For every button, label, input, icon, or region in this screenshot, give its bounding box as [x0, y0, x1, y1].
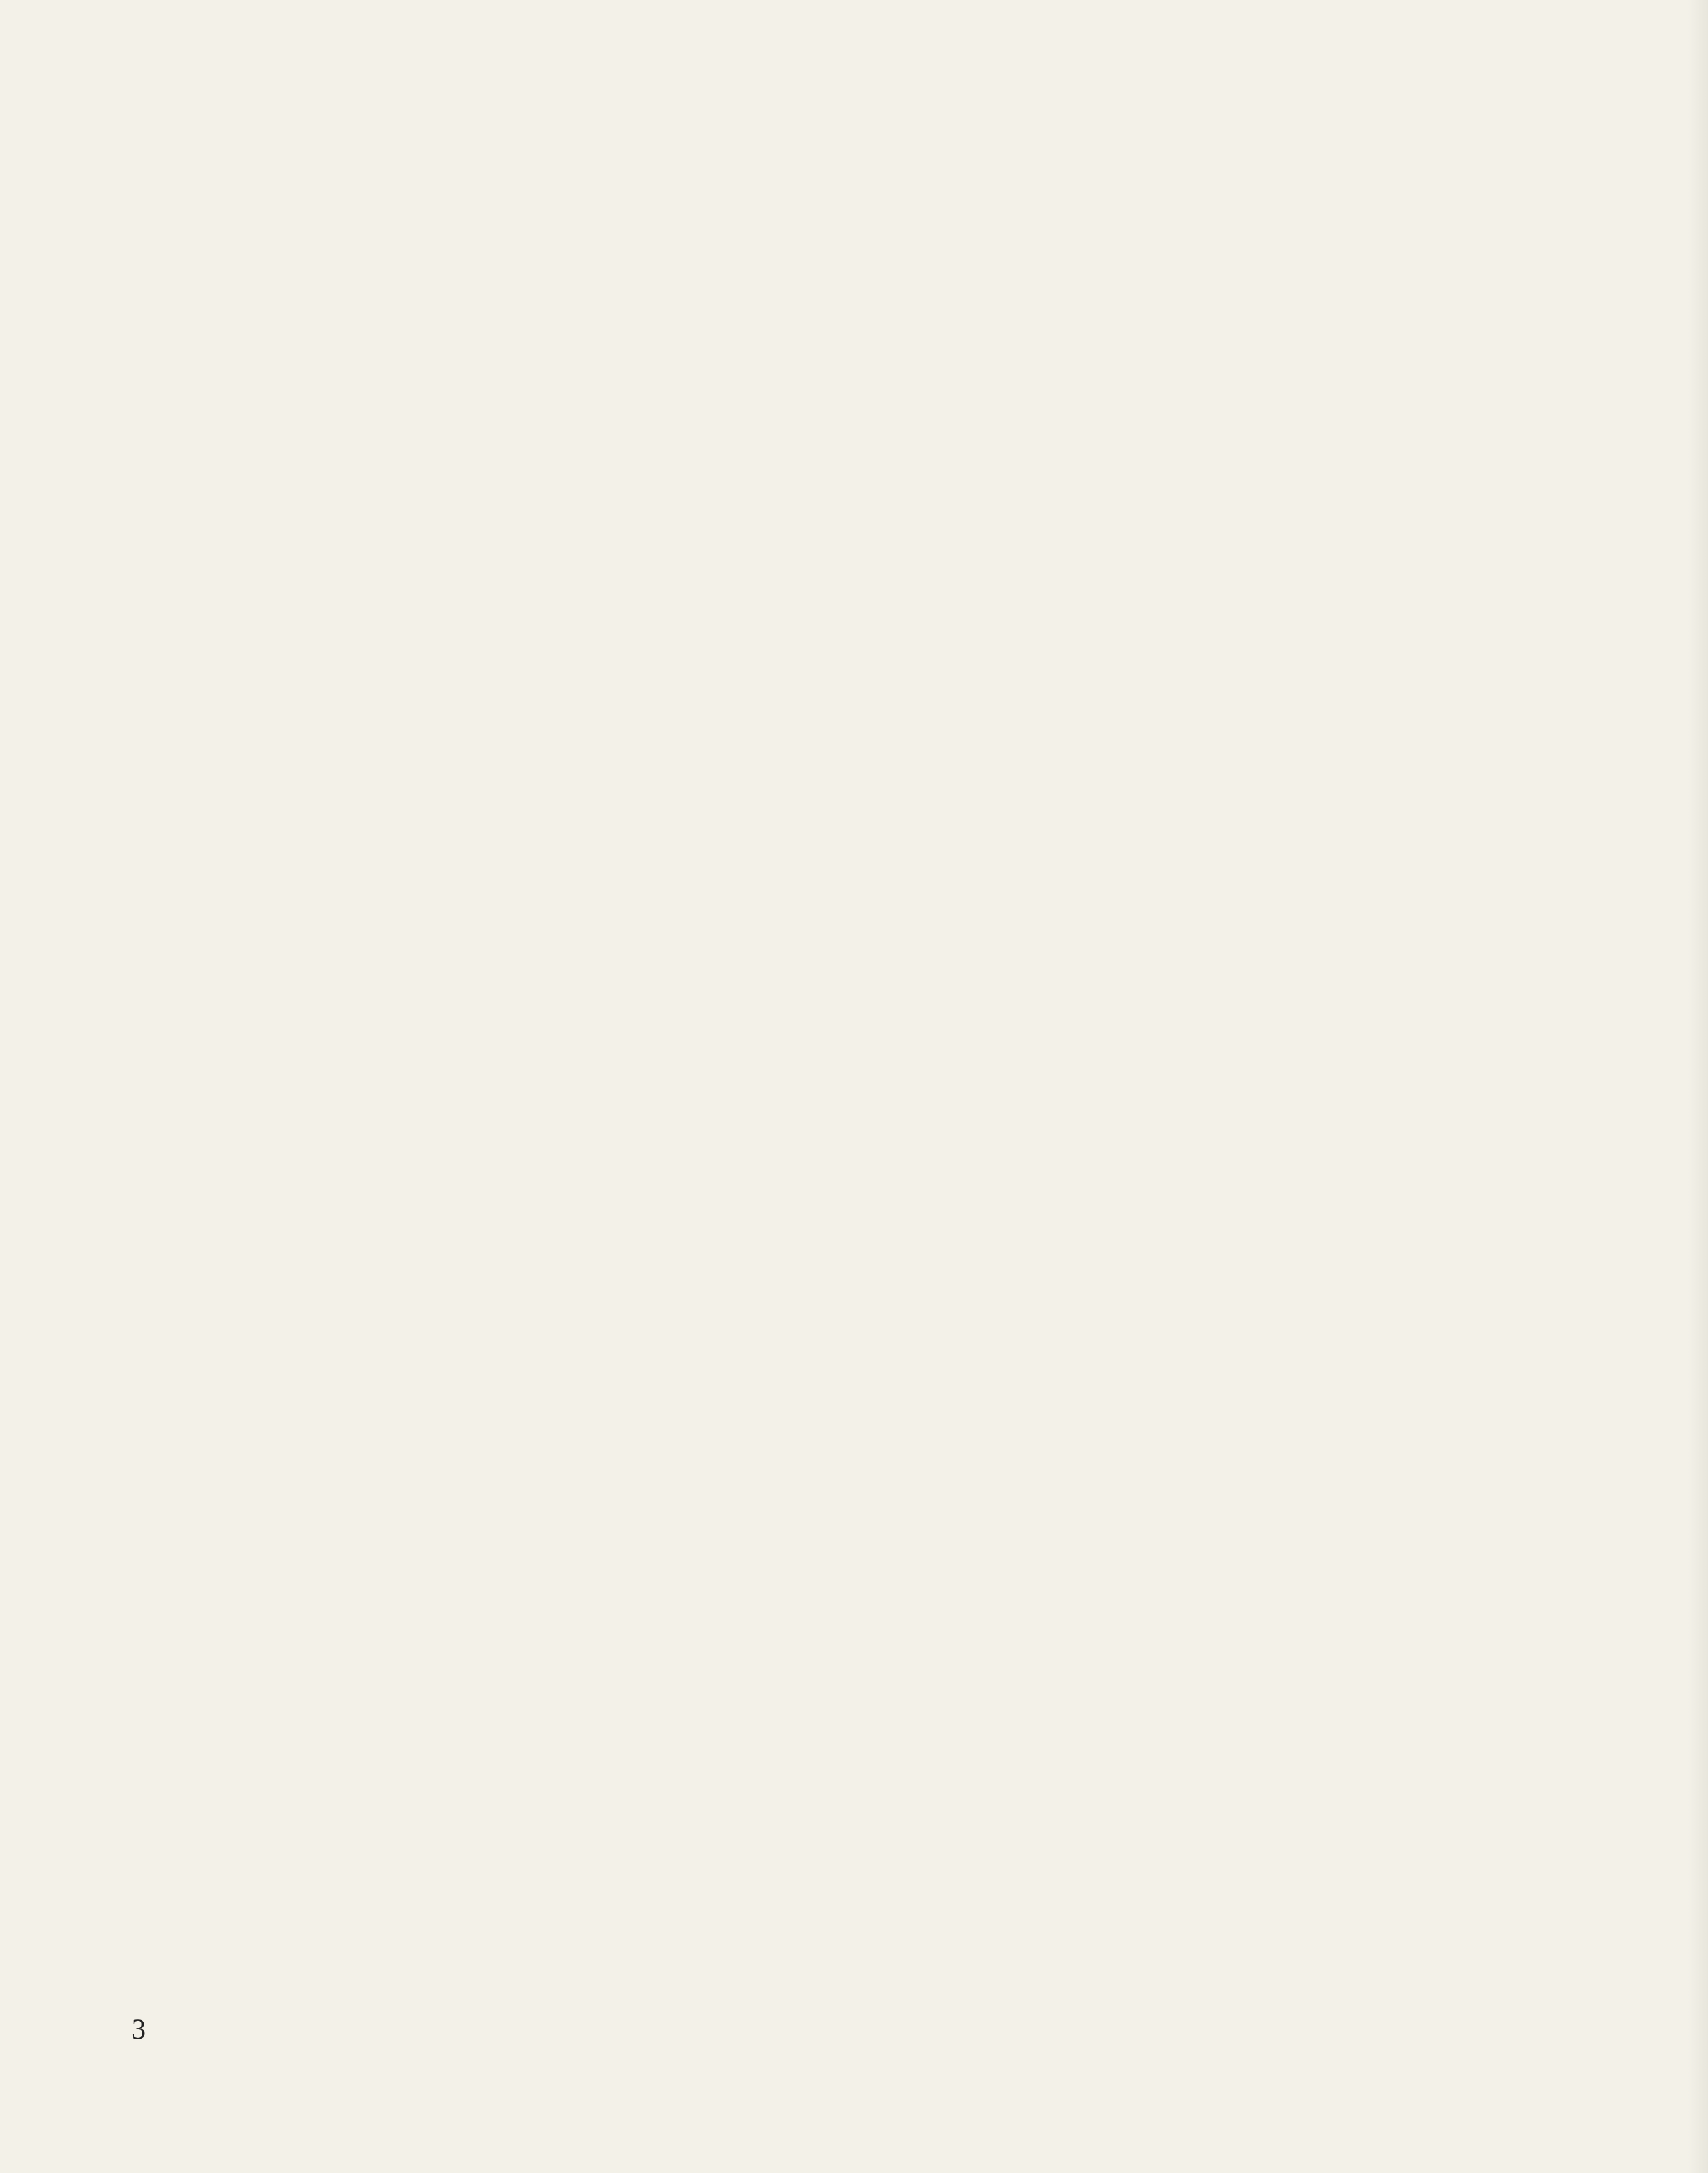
tariff-table [1529, 0, 1708, 142]
page-number: 3 [132, 2013, 146, 2045]
page-edge-shadow [1688, 0, 1708, 2173]
